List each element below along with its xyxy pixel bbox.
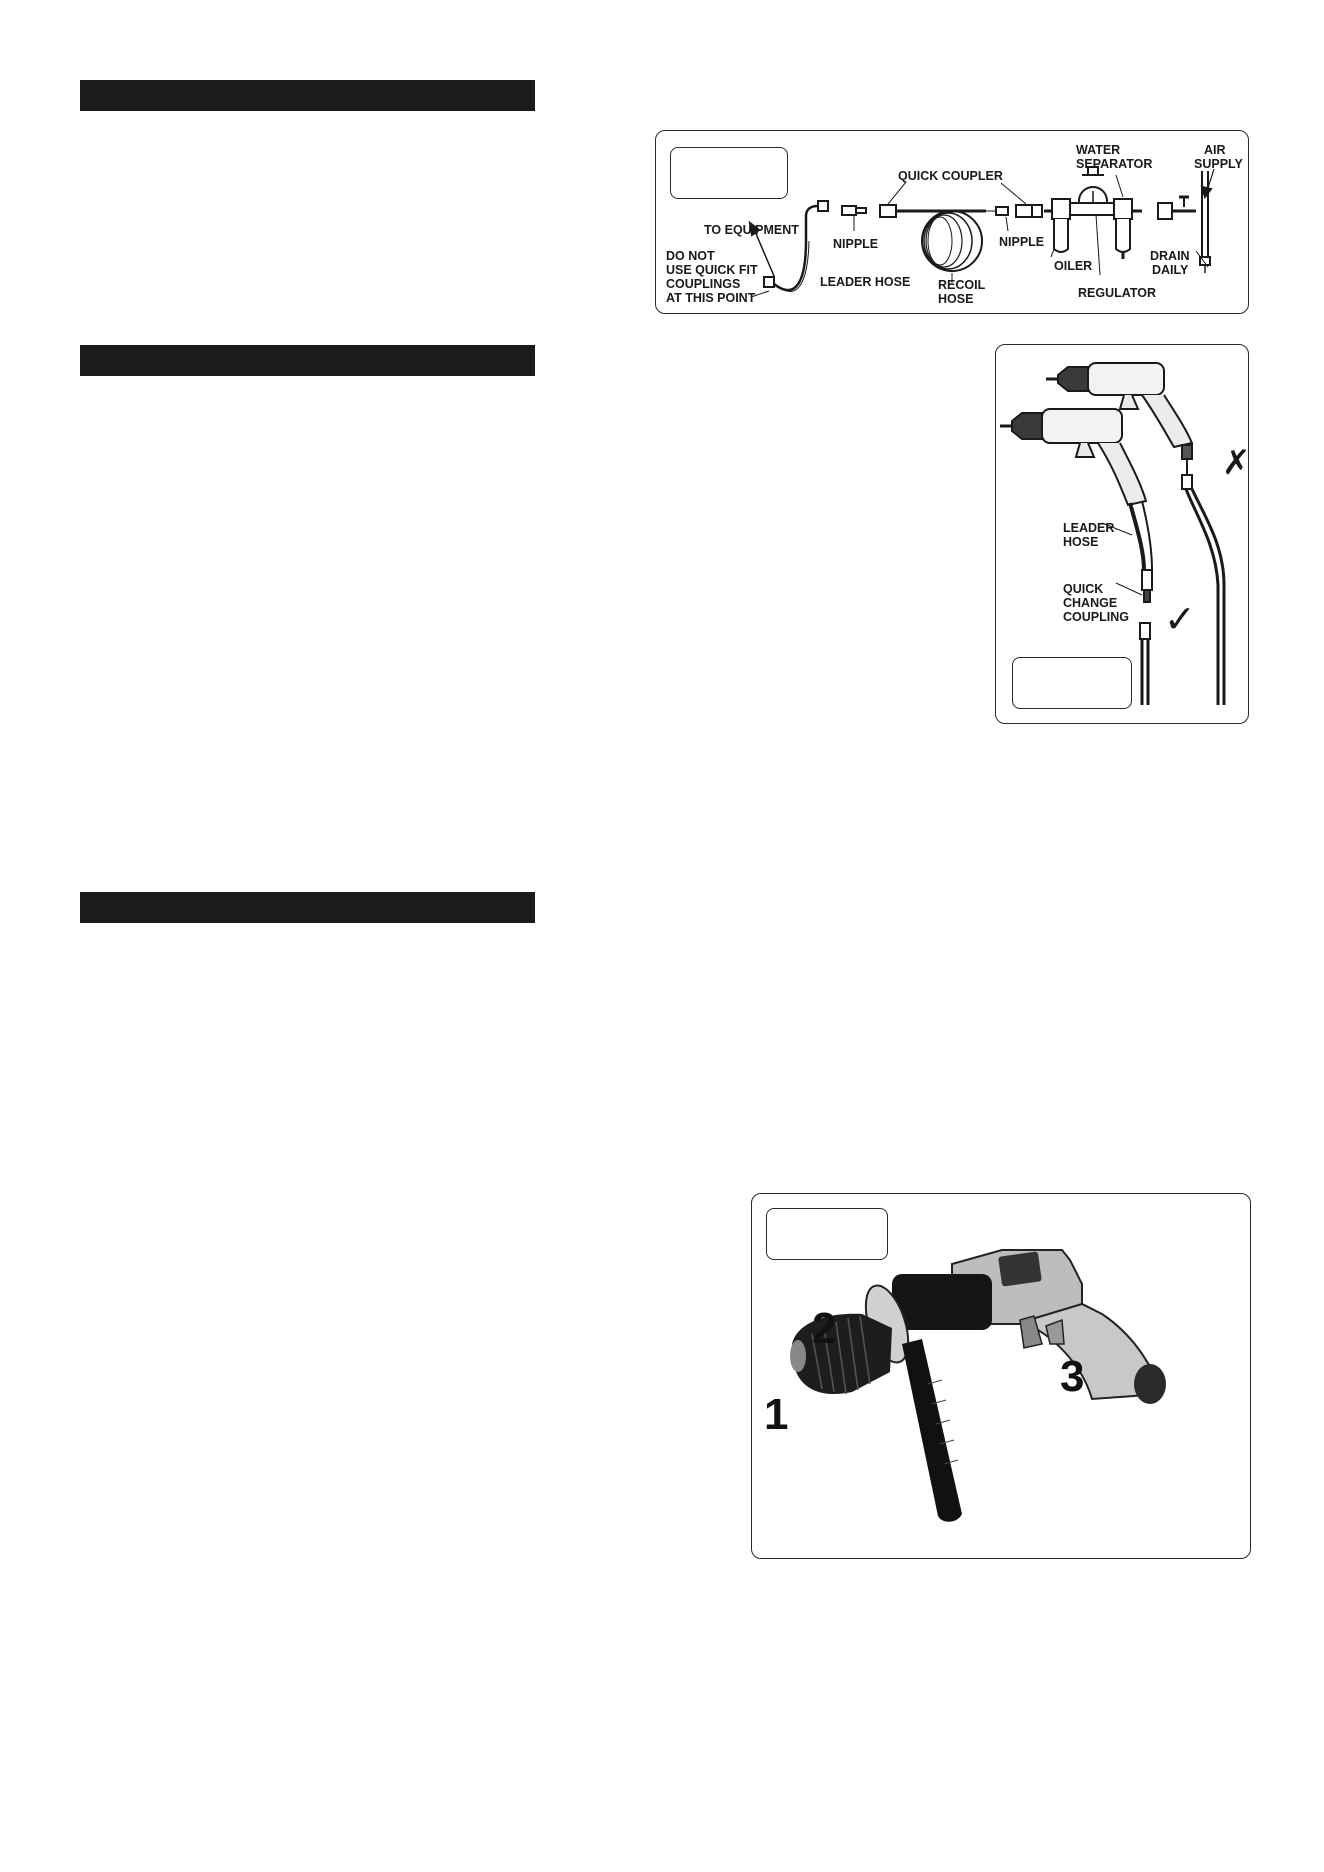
label-quick-line2: CHANGE [1063, 596, 1118, 610]
check-mark-icon: ✓ [1164, 597, 1196, 641]
drill-photo-illustration [752, 1194, 1250, 1558]
label-do-not-line3: COUPLINGS [666, 277, 741, 291]
label-drain-line2: DAILY [1152, 263, 1189, 277]
wrong-mark-icon: ✗ [1222, 443, 1251, 483]
figure-2-label-box [1012, 657, 1132, 709]
callout-1: 1 [764, 1390, 789, 1439]
drill-parts-figure [751, 1193, 1251, 1559]
label-nipple-right: NIPPLE [999, 235, 1045, 249]
label-leader-line2: HOSE [1063, 535, 1099, 549]
label-leader-hose: LEADER HOSE [820, 275, 911, 289]
callout-3: 3 [1060, 1352, 1085, 1401]
label-recoil-line2: HOSE [938, 292, 974, 306]
label-leader-line1: LEADER [1063, 521, 1115, 535]
air-supply-diagram [655, 130, 1249, 314]
label-quick-coupler: QUICK COUPLER [898, 169, 1003, 183]
label-regulator: REGULATOR [1078, 286, 1157, 300]
label-quick-line1: QUICK [1063, 582, 1104, 596]
section-2-header-bar [80, 345, 535, 376]
label-oiler: OILER [1054, 259, 1093, 273]
leader-hose-figure [995, 344, 1249, 724]
callout-2: 2 [812, 1304, 837, 1353]
label-to-equipment: TO EQUIPMENT [704, 223, 799, 237]
label-water-line1: WATER [1076, 143, 1121, 157]
label-air-line1: AIR [1204, 143, 1226, 157]
label-do-not-line1: DO NOT [666, 249, 715, 263]
label-air-line2: SUPPLY [1194, 157, 1243, 171]
label-drain-line1: DRAIN [1150, 249, 1190, 263]
label-recoil-line1: RECOIL [938, 278, 986, 292]
label-water-line2: SEPARATOR [1076, 157, 1153, 171]
label-do-not-line4: AT THIS POINT [666, 291, 756, 305]
section-1-header-bar [80, 80, 535, 111]
label-quick-line3: COUPLING [1063, 610, 1129, 624]
label-do-not-line2: USE QUICK FIT [666, 263, 758, 277]
label-nipple-left: NIPPLE [833, 237, 879, 251]
section-3-header-bar [80, 892, 535, 923]
